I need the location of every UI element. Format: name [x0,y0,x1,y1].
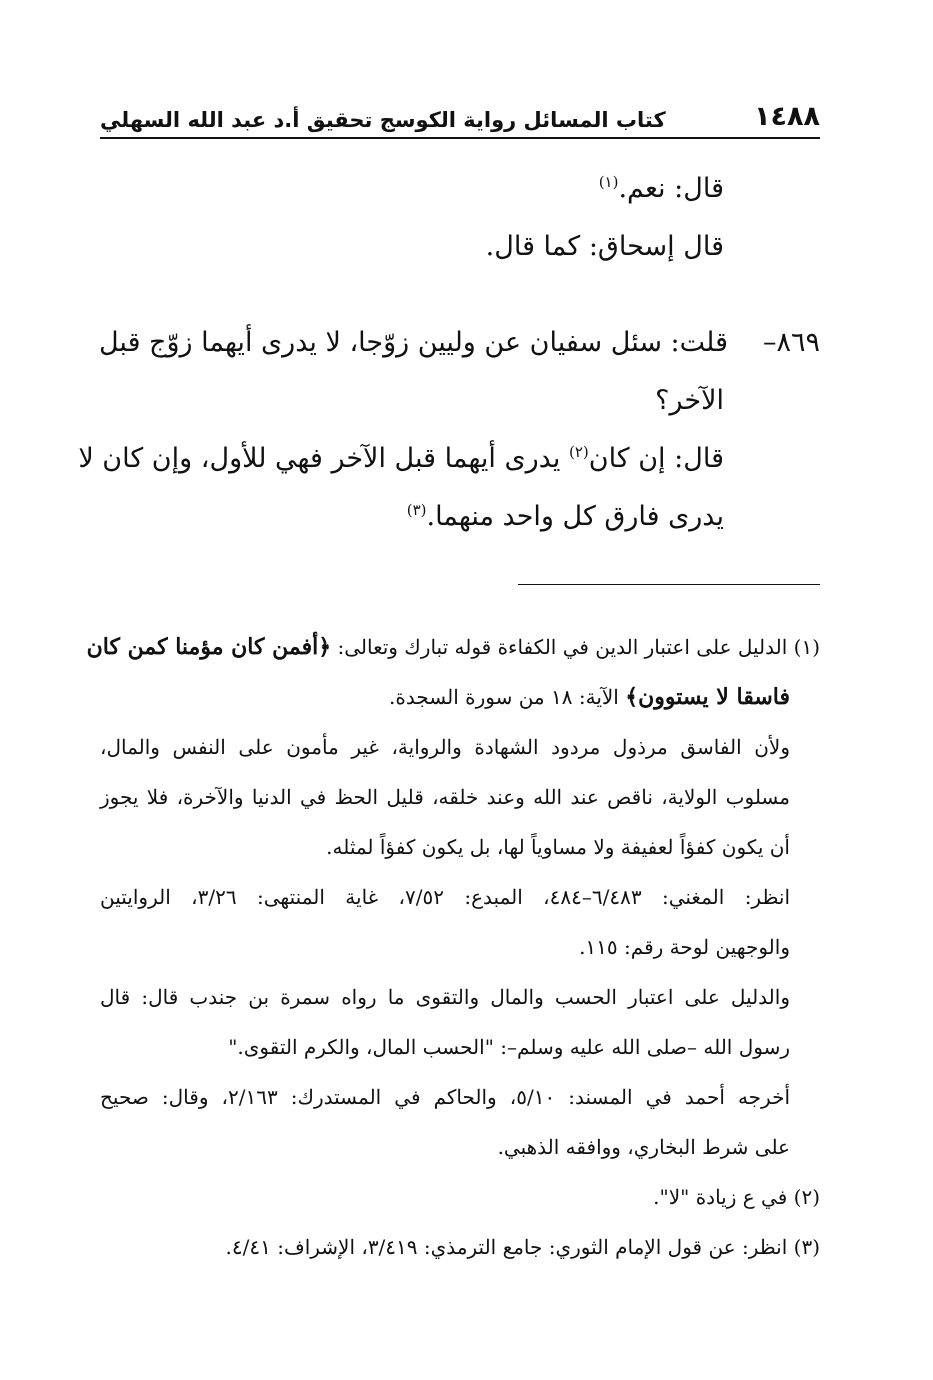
footnote-line: أن يكون كفؤاً لعفيفة ولا مساوياً لها، بل يكون كفؤاً لمثله. [326,835,790,859]
text-segment: (١) الدليل على اعتبار الدين في الكفاءة قوله تبارك وتعالى: [331,635,820,659]
footnote-line: (٢) في ع زيادة "لا". [653,1185,820,1209]
footnote-line [86,622,820,672]
footnote-line: والدليل على اعتبار الحسب والمال والتقوى ما رواه سمرة بن جندب قال: قال [100,985,790,1009]
header-rule [100,137,820,139]
quran-verse: فاسقا لا يستوون﴾ [625,684,790,710]
text-line [100,160,820,218]
text-segment: يدرى فارق كل واحد منهما. [426,501,724,532]
footnote-line: أخرجه أحمد في المسند: ٥/١٠، والحاكم في المستدرك: ٢/١٦٣، وقال: صحيح [100,1085,790,1109]
footnote-line: (٣) انظر: عن قول الإمام الثوري: جامع الترمذي: ٣/٤١٩، الإشراف: ٤/٤١. [225,1235,820,1259]
footnote-line: ولأن الفاسق مرذول مردود الشهادة والرواية، غير مأمون على النفس والمال، [100,735,790,759]
text-segment: قال: نعم. [618,173,724,204]
footnote-line: على شرط البخاري، ووافقه الذهبي. [497,1135,790,1159]
text-line: الآخر؟ [655,385,724,416]
page-number: ١٤٨٨ [754,101,820,132]
quran-verse: ﴿أفمن كان مؤمنا كمن كان [86,634,332,660]
footnote-ref: (٣) [406,501,427,519]
footnote-line: مسلوب الولاية، ناقص عند الله وعند خلقه، قليل الحظ في الدنيا والآخرة، فلا يجوز [100,785,790,809]
footnote-line: رسول الله –صلى الله عليه وسلم–: "الحسب المال، والكرم التقوى." [228,1035,790,1059]
footnote-line [100,672,820,722]
text-segment: يدرى أيهما قبل الآخر فهي للأول، وإن كان لا [78,443,569,474]
footnote-line: انظر: المغني: ٦/٤٨٣–٤٨٤، المبدع: ٧/٥٢، غاية المنتهى: ٣/٢٦، الروايتين [100,885,790,909]
text-line: قال إسحاق: كما قال. [485,231,724,262]
page-header [100,92,820,132]
text-segment: قلت: سئل سفيان عن وليين زوّجا، لا يدرى أيهما زوّج قبل [98,327,728,358]
text-line [78,430,820,488]
text-line [100,488,820,546]
footnote-separator [518,584,820,585]
footnote-ref: (٢) [568,443,589,461]
footnotes [86,622,820,1272]
text-segment: قال: إن كان [588,443,724,474]
question-number: ٨٦٩– [762,327,820,358]
footnote-line: والوجهين لوحة رقم: ١١٥. [579,935,790,959]
main-text [78,160,820,546]
footnote-ref: (١) [598,173,619,191]
text-segment: الآية: ١٨ من سورة السجدة. [389,685,626,709]
running-title: كتاب المسائل رواية الكوسج تحقيق أ.د عبد الله السهلي [100,108,666,132]
text-line [100,314,820,372]
paragraph-gap [100,276,820,314]
